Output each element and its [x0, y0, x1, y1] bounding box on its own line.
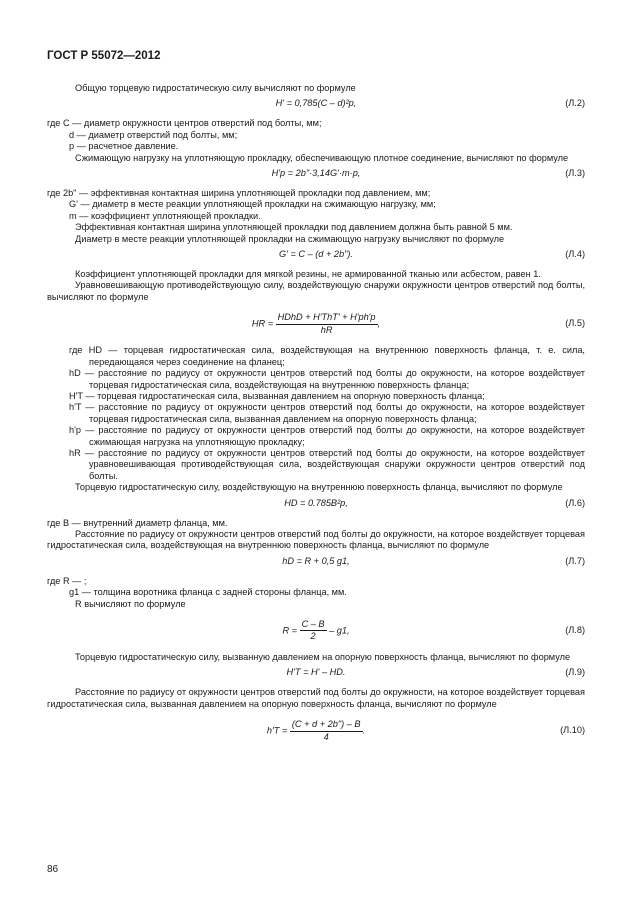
formula-text: H'p = 2b"·3,14G'·m·p, — [271, 168, 361, 179]
definition: где B — внутренний диаметр фланца, мм. — [47, 517, 228, 528]
formula-l4 — [47, 249, 585, 263]
definition: m — коэффициент уплотняющей прокладки. — [69, 210, 261, 221]
formula-number: (Л.8) — [565, 625, 585, 635]
document-body — [47, 83, 585, 752]
formula-number: (Л.9) — [565, 667, 585, 678]
definition: d — диаметр отверстий под болты, мм; — [69, 129, 238, 140]
formula-text: G' = C – (d + 2b"). — [279, 249, 353, 260]
formula-l3 — [47, 168, 585, 182]
fraction — [290, 719, 363, 743]
paragraph: Расстояние по радиусу от окружности центров отверстий под болты до окружности, на которое воздействует торцевая гидростатическая сила, вызванная давлением на опорную поверхность фланца, вычисляют по формуле — [47, 687, 585, 709]
formula-number: (Л.2) — [565, 98, 585, 109]
definition: где R — ; — [47, 575, 87, 586]
definition: g1 — толщина воротника фланца с задней стороны фланца, мм. — [69, 587, 347, 598]
formula-text: hD = R + 0,5 g1, — [282, 555, 350, 566]
formula-l2 — [47, 98, 585, 112]
formula-l9 — [47, 667, 585, 681]
definition: где 2b" — эффективная контактная ширина уплотняющей прокладки под давлением, мм; — [47, 188, 431, 199]
fraction-denominator: hR — [320, 324, 333, 335]
paragraph: R вычисляют по формуле — [75, 598, 186, 609]
formula-body — [47, 719, 585, 743]
formula-number: (Л.4) — [565, 249, 585, 260]
formula-rhs: , — [377, 318, 381, 329]
paragraph: Диаметр в месте реакции уплотняющей прокладки на сжимающую нагрузку вычисляют по формуле — [75, 233, 505, 244]
formula-rhs: . — [362, 725, 366, 736]
formula-text: HD = 0.785B²p, — [284, 497, 348, 508]
paragraph: Коэффициент уплотняющей прокладки для мягкой резины, не армированной тканью или асбестом, равен 1. — [75, 269, 541, 280]
definition: H'T — торцевая гидростатическая сила, вызванная давлением на опорную поверхность фланца; — [69, 390, 485, 401]
page-number: 86 — [47, 864, 59, 875]
formula-l8 — [47, 616, 585, 646]
fraction — [276, 312, 378, 336]
definition: где HD — торцевая гидростатическая сила, воздействующая на внутреннюю поверхность фланца, т. е. сила, передающаяся через соединение на фланец; — [69, 345, 585, 367]
formula-l5 — [47, 309, 585, 339]
document-header: ГОСТ Р 55072—2012 — [47, 50, 161, 62]
formula-number: (Л.6) — [565, 497, 585, 508]
definition: hR — расстояние по радиусу от окружности центров отверстий под болты до окружности, на которое воздействует уравновешивающая противодействующая сила, воздействующая снаружи окружности центров отверстий под болты. — [69, 447, 585, 481]
formula-number: (Л.7) — [565, 555, 585, 566]
formula-text: H' = 0,785(C – d)²p, — [275, 98, 357, 109]
fraction-denominator: 4 — [323, 731, 329, 742]
paragraph: Сжимающую нагрузку на уплотняющую прокладку, обеспечивающую плотное соединение, вычисляют по формуле — [75, 152, 569, 163]
paragraph: Торцевую гидростатическую силу, воздействующую на внутреннюю поверхность фланца, вычисляют по формуле — [75, 482, 563, 493]
formula-l7 — [47, 556, 585, 570]
paragraph: Общую торцевую гидростатическую силу вычисляют по формуле — [75, 83, 356, 93]
formula-lhs: R = — [282, 625, 297, 636]
formula-body — [47, 312, 585, 336]
formula-number: (Л.10) — [560, 725, 585, 736]
formula-rhs: – g1, — [329, 625, 350, 636]
formula-body — [47, 619, 585, 643]
fraction-numerator: C – B — [300, 619, 327, 631]
formula-number: (Л.5) — [565, 318, 585, 329]
definition: где C — диаметр окружности центров отверстий под болты, мм; — [47, 118, 322, 129]
formula-l10 — [47, 716, 585, 746]
fraction — [300, 619, 327, 643]
definition: G' — диаметр в месте реакции уплотняющей прокладки на сжимающую нагрузку, мм; — [69, 199, 436, 210]
definition: h'T — расстояние по радиусу от окружности центров отверстий под болты до окружности, на которое воздействует торцевая гидростатическая сила, вызванная давлением на опорную поверхность фланца; — [69, 402, 585, 424]
formula-text: H'T = H' – HD. — [286, 667, 346, 678]
formula-lhs: HR = — [251, 318, 274, 329]
definition: h'p — расстояние по радиусу от окружности центров отверстий под болты до окружности, на которое воздействует сжимающая нагрузка на уплотняющую прокладку; — [69, 425, 585, 447]
fraction-numerator: (C + d + 2b") – B — [290, 719, 363, 731]
paragraph: Уравновешивающую противодействующую силу, воздействующую снаружи окружности центров отверстий под болты, вычисляют по формуле — [47, 280, 585, 302]
paragraph: Эффективная контактная ширина уплотняющей прокладки под давлением должна быть равной 5 мм. — [75, 222, 513, 233]
formula-number: (Л.3) — [565, 168, 585, 179]
formula-l6 — [47, 498, 585, 512]
formula-lhs: h'T = — [266, 725, 288, 736]
fraction-denominator: 2 — [310, 631, 316, 642]
paragraph: Торцевую гидростатическую силу, вызванную давлением на опорную поверхность фланца, вычисляют по формуле — [75, 652, 571, 662]
definition: hD — расстояние по радиусу от окружности центров отверстий под болты до окружности, на которое воздействует торцевая гидростатическая сила, воздействующая на внутреннюю поверхность фланца; — [69, 368, 585, 390]
paragraph: Расстояние по радиусу от окружности центров отверстий под болты до окружности, на которое воздействует торцевая гидростатическая сила, воздействующая на внутреннюю поверхность фланца, вычисляют по формуле — [47, 528, 585, 551]
fraction-numerator: HDhD + H'ThT' + H'ph'p — [276, 312, 378, 324]
definition: p — расчетное давление. — [69, 141, 179, 152]
